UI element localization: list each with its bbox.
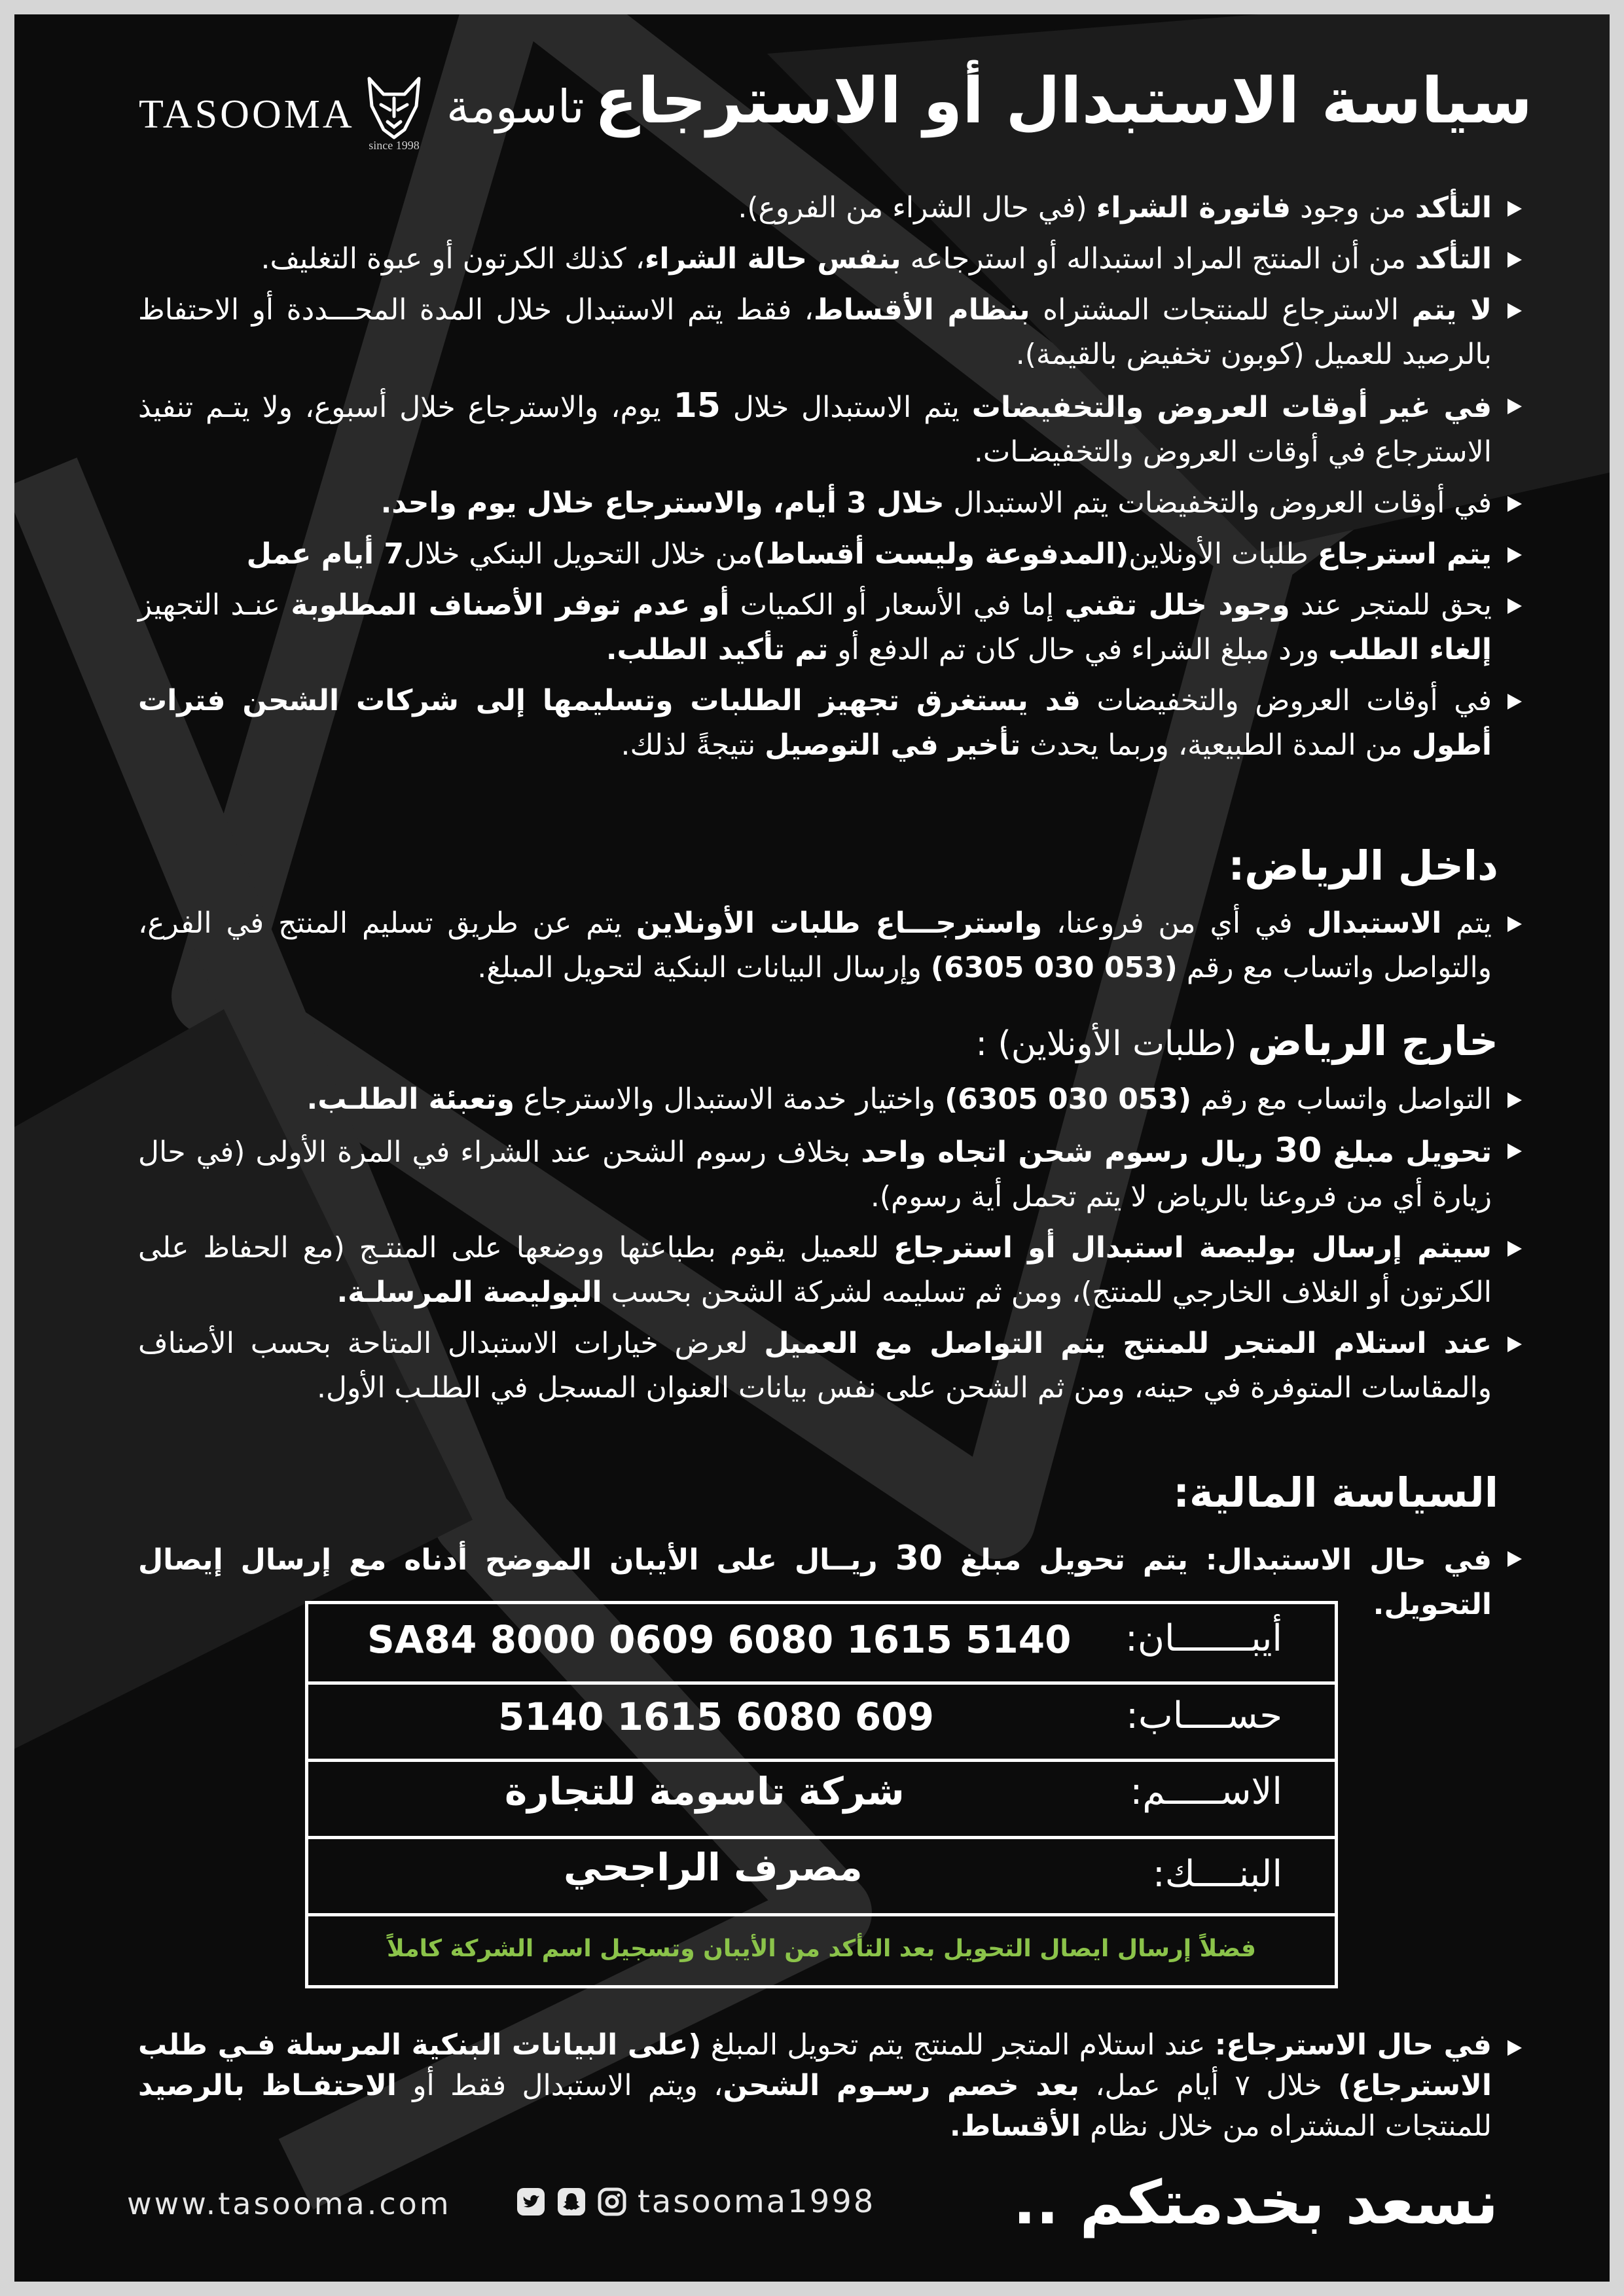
riyadh-outside-list [138,1077,1526,1417]
list-item: لا يتم الاسترجاع للمنتجات المشتراه بنظام الأقساط، فقط يتم الاستبدال خلال المدة المحـــددة أو الاحتفاظ بالرصيد للعميل (كوبون تخفيض بالقيمة). [138,288,1526,377]
general-policy-list [138,186,1526,774]
instagram-icon[interactable] [597,2187,627,2217]
iban-value: SA84 8000 0609 6080 1615 5140 [367,1617,1072,1662]
bank-row-bank [308,1836,1335,1916]
section-heading-riyadh-outside [975,1017,1498,1066]
account-label: حســــاب: [1126,1695,1282,1737]
snapchat-icon[interactable] [556,2187,586,2217]
account-value: 609 6080 1615 5140 [498,1695,934,1739]
list-item: في أوقات العروض والتخفيضات يتم الاستبدال خلال 3 أيام، والاسترجاع خلال يوم واحد. [138,481,1526,526]
bank-value: مصرف الراجحي [564,1845,863,1890]
wolf-logo-icon [361,75,427,140]
list-item: يحق للمتجر عند وجود خلل تقني إما في الأسعار أو الكميات أو عدم توفر الأصناف المطلوبة عنـد التجهيز إلغاء الطلب ورد مبلغ الشراء في حال كان تم الدفع أو تم تأكيد الطلب. [138,583,1526,672]
list-item: يتم استرجاع طلبات الأونلاين(المدفوعة وليست أقساط)من خلال التحويل البنكي خلال7 أيام عمل [138,532,1526,577]
closing-message: نسعد بخدمتكم .. [1013,2168,1498,2238]
iban-label: أيبـــــــان: [1125,1617,1282,1660]
social-handle[interactable]: tasooma1998 [638,2183,876,2220]
bank-details-table [305,1601,1338,1988]
list-item: سيتم إرسال بوليصة استبدال أو استرجاع للعميل يقوم بطباعتها ووضعها على المنتـج (مع الحفاظ على الكرتون أو الغلاف الخارجي للمنتج)، ومن ثم تسليمه لشركة الشحن بحسب البوليصة المرسلـة. [138,1226,1526,1315]
page-title: سياسة الاستبدال أو الاسترجاع [594,64,1532,137]
brand-latin-name: TASOOMA [139,92,355,137]
financial-refund-list [138,2025,1526,2153]
transfer-note: فضلاً إرسال ايصال التحويل بعد التأكد من الأيبان وتسجيل اسم الشركة كاملاً [387,1935,1256,1962]
list-item: يتم الاستبدال في أي من فروعنا، واسترجـــاع طلبات الأونلاين يتم عن طريق تسليم المنتج في الفرع، والتواصل واتساب مع رقم (053 030 6305) وإرسال البيانات البنكية لتحويل المبلغ. [138,901,1526,990]
content [14,14,1610,2282]
section-heading-riyadh-inside: داخل الرياض: [1228,842,1498,889]
riyadh-outside-note: (طلبات الأونلاين) : [975,1024,1248,1064]
bank-row-account [308,1681,1335,1762]
website-link[interactable]: www.tasooma.com [127,2186,452,2221]
list-item: في حال الاستبدال: يتم تحويل مبلغ 30 ريــال على الأيبان الموضح أدناه مع إرسال إيصال التحويل. [138,1536,1526,1627]
brand-arabic-name: تاسومة [446,80,585,134]
name-value: شركة تاسومة للتجارة [505,1769,905,1814]
list-item: التأكد من أن المنتج المراد استبداله أو استرجاعه بنفس حالة الشراء، كذلك الكرتون أو عبوة التغليف. [138,237,1526,281]
brand-logo-lockup [139,65,662,164]
bank-row-iban [308,1604,1335,1685]
bank-row-name [308,1759,1335,1839]
list-item: التواصل واتساب مع رقم (053 030 6305) واختيار خدمة الاستبدال والاسترجاع وتعبئة الطلـب. [138,1077,1526,1122]
twitter-icon[interactable] [516,2187,546,2217]
list-item: في حال الاسترجاع: عند استلام المتجر للمنتج يتم تحويل المبلغ (على البيانات البنكية المرسلة فـي طلب الاسترجاع) خلال ٧ أيام عمل، بعد خصم رسـوم الشحن، ويتم الاستبدال فقط أو الاحتفـاظ بالرصيد للمنتجات المشتراه من خلال نظام الأقساط. [138,2025,1526,2147]
poster [14,14,1610,2282]
social-links [516,2183,875,2220]
riyadh-inside-list [138,901,1526,997]
brand-since: since 1998 [369,139,420,152]
list-item: التأكد من وجود فاتورة الشراء (في حال الشراء من الفروع). [138,186,1526,230]
list-item: عند استلام المتجر للمنتج يتم التواصل مع العميل لعرض خيارات الاستبدال المتاحة بحسب الأصناف والمقاسات المتوفرة في حينه، ومن ثم الشحن على نفس بيانات العنوان المسجل في الطلـب الأول. [138,1321,1526,1410]
bank-label: البنــــك: [1152,1853,1282,1895]
list-item: في أوقات العروض والتخفيضات قد يستغرق تجهيز الطلبات وتسليمها إلى شركات الشحن فترات أطول من المدة الطبيعية، وربما يحدث تأخير في التوصيل نتيجةً لذلك. [138,679,1526,768]
list-item: في غير أوقات العروض والتخفيضات يتم الاستبدال خلال 15 يوم، والاسترجاع خلال أسبوع، ولا يتـم تنفيذ الاسترجاع في أوقات العروض والتخفيضـات. [138,384,1526,475]
name-label: الاســـــم: [1130,1770,1282,1813]
riyadh-outside-title: خارج الرياض [1248,1017,1498,1065]
list-item: تحويل مبلغ 30 ريال رسوم شحن اتجاه واحد بخلاف رسوم الشحن عند الشراء في المرة الأولى (في حال زيارة أي من فروعنا بالرياض لا يتم تحمل أية رسوم). [138,1128,1526,1219]
section-heading-financial: السياسة المالية: [1173,1469,1498,1516]
